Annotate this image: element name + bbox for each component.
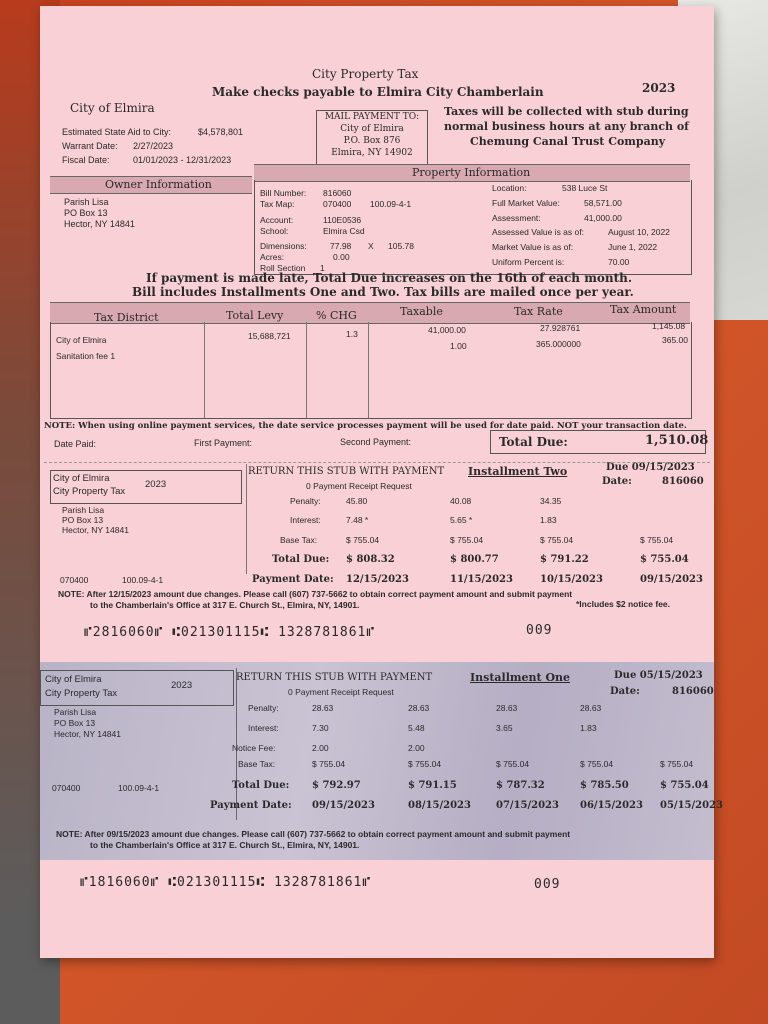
assessment: 41,000.00	[584, 213, 622, 223]
stub2-paydate-label: Payment Date:	[252, 574, 334, 585]
stub-date-value: 06/15/2023	[580, 800, 643, 811]
stub-interest-value: 3.65	[496, 723, 513, 733]
stub-penalty-value: 40.08	[450, 496, 472, 506]
stub1-installment: Installment One	[470, 671, 571, 684]
stub1-note-address: to the Chamberlain's Office at 317 E. Church St., Elmira, NY, 14901.	[90, 840, 360, 850]
levy-rate: 27.928761	[540, 323, 581, 333]
stub1-return: RETURN THIS STUB WITH PAYMENT	[236, 672, 433, 683]
column-divider	[204, 322, 205, 418]
levy-chg: 1.3	[346, 329, 358, 339]
stub1-code1: 070400	[52, 783, 81, 793]
total-due-label: Total Due:	[499, 435, 568, 449]
stub-date-value: 12/15/2023	[346, 574, 409, 585]
stub-penalty-value: 28.63	[312, 703, 334, 713]
warrant-value: 2/27/2023	[133, 141, 174, 151]
stub-interest-value: 1.83	[580, 723, 597, 733]
stub2-seq: 009	[526, 623, 553, 638]
stub2-divider	[246, 464, 247, 574]
stub-date-value: 08/15/2023	[408, 800, 471, 811]
owner-city: Hector, NY 14841	[64, 219, 135, 229]
stub1-owner-name: Parish Lisa	[54, 707, 97, 717]
stub-penalty-value: 45.80	[346, 496, 368, 506]
stub-notice-value: 2.00	[312, 743, 329, 753]
full-market-label: Full Market Value:	[492, 198, 560, 208]
second-payment-label: Second Payment:	[340, 437, 412, 447]
stub2-receipt: 0 Payment Receipt Request	[306, 481, 412, 491]
owner-address: PO Box 13	[64, 208, 108, 218]
stub2-base-label: Base Tax:	[280, 535, 318, 545]
tax-bill-paper	[40, 6, 723, 958]
stub2-note-address: to the Chamberlain's Office at 317 E. Church St., Elmira, NY, 14901.	[90, 600, 360, 610]
assessment-label: Assessment:	[492, 213, 541, 223]
stub-total-value: $ 755.04	[640, 554, 689, 565]
total-due-value: 1,510.08	[645, 433, 709, 448]
stub-date-value: 11/15/2023	[450, 574, 513, 585]
dimension-x: X	[368, 241, 374, 251]
stub-total-value: $ 791.22	[540, 554, 589, 565]
stub2-owner-name: Parish Lisa	[62, 505, 105, 515]
stub2-city-box	[50, 470, 242, 504]
stub2-interest-label: Interest:	[290, 515, 321, 525]
stub1-due: Due 05/15/2023	[614, 670, 703, 681]
stub-penalty-value: 28.63	[580, 703, 602, 713]
stub-penalty-value: 34.35	[540, 496, 562, 506]
levy-table-body	[50, 322, 692, 419]
stub1-note: NOTE: After 09/15/2023 amount due changes. Please call (607) 737-5662 to obtain correct payment amount and submit payment	[56, 829, 571, 839]
stub2-year: 2023	[145, 479, 167, 490]
mail-to-line: City of Elmira	[340, 124, 404, 134]
header-taxable: Taxable	[400, 305, 443, 318]
tax-map-section: 100.09-4-1	[370, 199, 412, 209]
bill-year: 2023	[642, 81, 676, 95]
stub2-due: Due 09/15/2023	[606, 462, 695, 473]
stub1-date-label: Date:	[610, 686, 640, 697]
stub-date-value: 07/15/2023	[496, 800, 559, 811]
stub1-notice-label: Notice Fee:	[232, 743, 276, 753]
column-divider	[368, 322, 369, 418]
stub1-micr: ⑈1816060⑈ ⑆021301115⑆ 1328781861⑈	[80, 875, 372, 890]
header-pct-chg: % CHG	[316, 309, 357, 322]
stub2-city: City of Elmira	[53, 473, 110, 484]
stub-interest-value: 1.83	[540, 515, 557, 525]
stub2-owner-city: Hector, NY 14841	[62, 525, 129, 535]
header-tax-rate: Tax Rate	[514, 305, 563, 318]
stub-base-value: $ 755.04	[312, 759, 346, 769]
fiscal-value: 01/01/2023 - 12/31/2023	[133, 155, 232, 165]
levy-total: 15,688,721	[248, 331, 291, 341]
market-asof: June 1, 2022	[608, 242, 658, 252]
stub-interest-value: 5.48	[408, 723, 425, 733]
bill-title: City Property Tax	[312, 67, 419, 81]
stub-total-value: $ 787.32	[496, 780, 545, 791]
stub-date-value: 05/15/2023	[660, 800, 723, 811]
total-due-box	[490, 430, 709, 454]
stub1-city: City of Elmira	[45, 674, 102, 685]
stub-base-value: $ 755.04	[660, 759, 694, 769]
payable-line: Make checks payable to Elmira City Chamberlain	[212, 85, 544, 99]
mail-to-line: P.O. Box 876	[343, 136, 401, 146]
header-tax-amount: Tax Amount	[610, 303, 677, 316]
mail-to-heading: MAIL PAYMENT TO:	[324, 112, 420, 122]
levy-district: Sanitation fee 1	[56, 351, 116, 361]
stub1-penalty-label: Penalty:	[248, 703, 279, 713]
stub-interest-value: 7.30	[312, 723, 329, 733]
stub1-bill: 816060	[672, 686, 714, 697]
location-label: Location:	[492, 183, 527, 193]
assessed-asof-label: Assessed Value is as of:	[492, 227, 584, 237]
stub-penalty-value: 28.63	[496, 703, 518, 713]
stub-interest-value: 5.65 *	[450, 515, 473, 525]
acres-label: Acres:	[260, 252, 285, 262]
stub-notice-value: 2.00	[408, 743, 425, 753]
header-total-levy: Total Levy	[226, 309, 284, 322]
stub-base-value: $ 755.04	[408, 759, 442, 769]
bill-number-label: Bill Number:	[260, 188, 307, 198]
stub-penalty-value: 28.63	[408, 703, 430, 713]
roll: 1	[320, 263, 325, 273]
stub-base-value: $ 755.04	[450, 535, 484, 545]
stub-base-value: $ 755.04	[496, 759, 530, 769]
stub1-interest-label: Interest:	[248, 723, 279, 733]
stub-interest-value: 7.48 *	[346, 515, 369, 525]
levy-district: City of Elmira	[56, 335, 107, 345]
warrant-label: Warrant Date:	[62, 141, 118, 151]
fiscal-label: Fiscal Date:	[62, 155, 110, 165]
tax-map-label: Tax Map:	[260, 199, 295, 209]
school: Elmira Csd	[323, 226, 365, 236]
full-market: 58,571.00	[584, 198, 622, 208]
stub2-total-label: Total Due:	[272, 554, 330, 565]
state-aid-value: $4,578,801	[198, 127, 244, 137]
stub-total-value: $ 785.50	[580, 780, 629, 791]
stub-base-value: $ 755.04	[640, 535, 674, 545]
roll-label: Roll Section	[260, 263, 306, 273]
stub2-installment: Installment Two	[468, 465, 568, 478]
stub1-owner-address: PO Box 13	[54, 718, 96, 728]
uniform: 70.00	[608, 257, 630, 267]
stub-total-value: $ 755.04	[660, 780, 709, 791]
state-aid-label: Estimated State Aid to City:	[62, 127, 172, 137]
dimensions-label: Dimensions:	[260, 241, 307, 251]
stub2-return: RETURN THIS STUB WITH PAYMENT	[248, 466, 445, 477]
stub2-note: NOTE: After 12/15/2023 amount due changes. Please call (607) 737-5662 to obtain correct payment amount and submit payment	[58, 589, 573, 599]
stub-base-value: $ 755.04	[580, 759, 614, 769]
mail-payment-box	[316, 110, 428, 166]
mail-to-line: Elmira, NY 14902	[331, 148, 413, 158]
header-tax-district: Tax District	[94, 311, 159, 324]
assessed-asof: August 10, 2022	[608, 227, 670, 237]
stub-date-value: 09/15/2023	[640, 574, 703, 585]
collection-notice-line: normal business hours at any branch of	[444, 120, 689, 133]
stub2-date-label: Date:	[602, 476, 632, 487]
owner-name: Parish Lisa	[64, 197, 109, 207]
levy-taxable: 1.00	[450, 341, 467, 351]
property-heading: Property Information	[412, 166, 531, 179]
stub1-code2: 100.09-4-1	[118, 783, 160, 793]
stub2-owner-address: PO Box 13	[62, 515, 104, 525]
uniform-label: Uniform Percent is:	[492, 257, 565, 267]
owner-heading-bar	[50, 176, 252, 194]
stub1-total-label: Total Due:	[232, 780, 290, 791]
stub1-base-label: Base Tax:	[238, 759, 276, 769]
stub-base-value: $ 755.04	[346, 535, 380, 545]
stub-total-value: $ 791.15	[408, 780, 457, 791]
stub2-includes: *Includes $2 notice fee.	[576, 599, 671, 609]
location: 538 Luce St	[562, 183, 608, 193]
column-divider	[306, 322, 307, 418]
acres: 0.00	[333, 252, 350, 262]
stub1-receipt: 0 Payment Receipt Request	[288, 687, 394, 697]
bill-number: 816060	[323, 188, 352, 198]
levy-amount: 365.00	[662, 335, 688, 345]
stub1-tax: City Property Tax	[45, 688, 118, 699]
stub2-micr: ⑈2816060⑈ ⑆021301115⑆ 1328781861⑈	[84, 625, 376, 640]
account: 110E0536	[323, 215, 362, 225]
stub-base-value: $ 755.04	[540, 535, 574, 545]
owner-heading: Owner Information	[105, 178, 212, 191]
late-notice-line: Bill includes Installments One and Two. Tax bills are mailed once per year.	[132, 285, 634, 299]
levy-rate: 365.000000	[536, 339, 581, 349]
tax-map: 070400	[323, 199, 352, 209]
date-paid-label: Date Paid:	[54, 439, 97, 449]
stub-date-value: 09/15/2023	[312, 800, 375, 811]
stub2-bill: 816060	[662, 476, 704, 487]
stub1-owner-city: Hector, NY 14841	[54, 729, 121, 739]
stub2-code2: 100.09-4-1	[122, 575, 164, 585]
late-notice-line: If payment is made late, Total Due increases on the 16th of each month.	[146, 271, 633, 285]
dimension-b: 105.78	[388, 241, 414, 251]
collection-notice-line: Chemung Canal Trust Company	[470, 135, 666, 148]
first-payment-label: First Payment:	[194, 438, 253, 448]
stub2-tax: City Property Tax	[53, 486, 126, 497]
stub1-city-box	[40, 670, 234, 706]
stub-total-value: $ 792.97	[312, 780, 361, 791]
stub1-paydate-label: Payment Date:	[210, 800, 292, 811]
stub-total-value: $ 800.77	[450, 554, 499, 565]
account-label: Account:	[260, 215, 294, 225]
stub2-penalty-label: Penalty:	[290, 496, 321, 506]
stub1-seq: 009	[534, 877, 561, 892]
levy-taxable: 41,000.00	[428, 325, 466, 335]
dimension-a: 77.98	[330, 241, 352, 251]
stub2-code1: 070400	[60, 575, 89, 585]
school-label: School:	[260, 226, 289, 236]
market-asof-label: Market Value is as of:	[492, 242, 574, 252]
stub1-year: 2023	[171, 680, 193, 691]
online-payment-note: NOTE: When using online payment services, the date service processes payment will be used for date paid. NOT your transaction date.	[44, 421, 687, 431]
stub-date-value: 10/15/2023	[540, 574, 603, 585]
stub-total-value: $ 808.32	[346, 554, 395, 565]
city-name: City of Elmira	[70, 101, 155, 115]
levy-amount: 1,145.08	[652, 321, 686, 331]
collection-notice-line: Taxes will be collected with stub during	[444, 105, 689, 118]
